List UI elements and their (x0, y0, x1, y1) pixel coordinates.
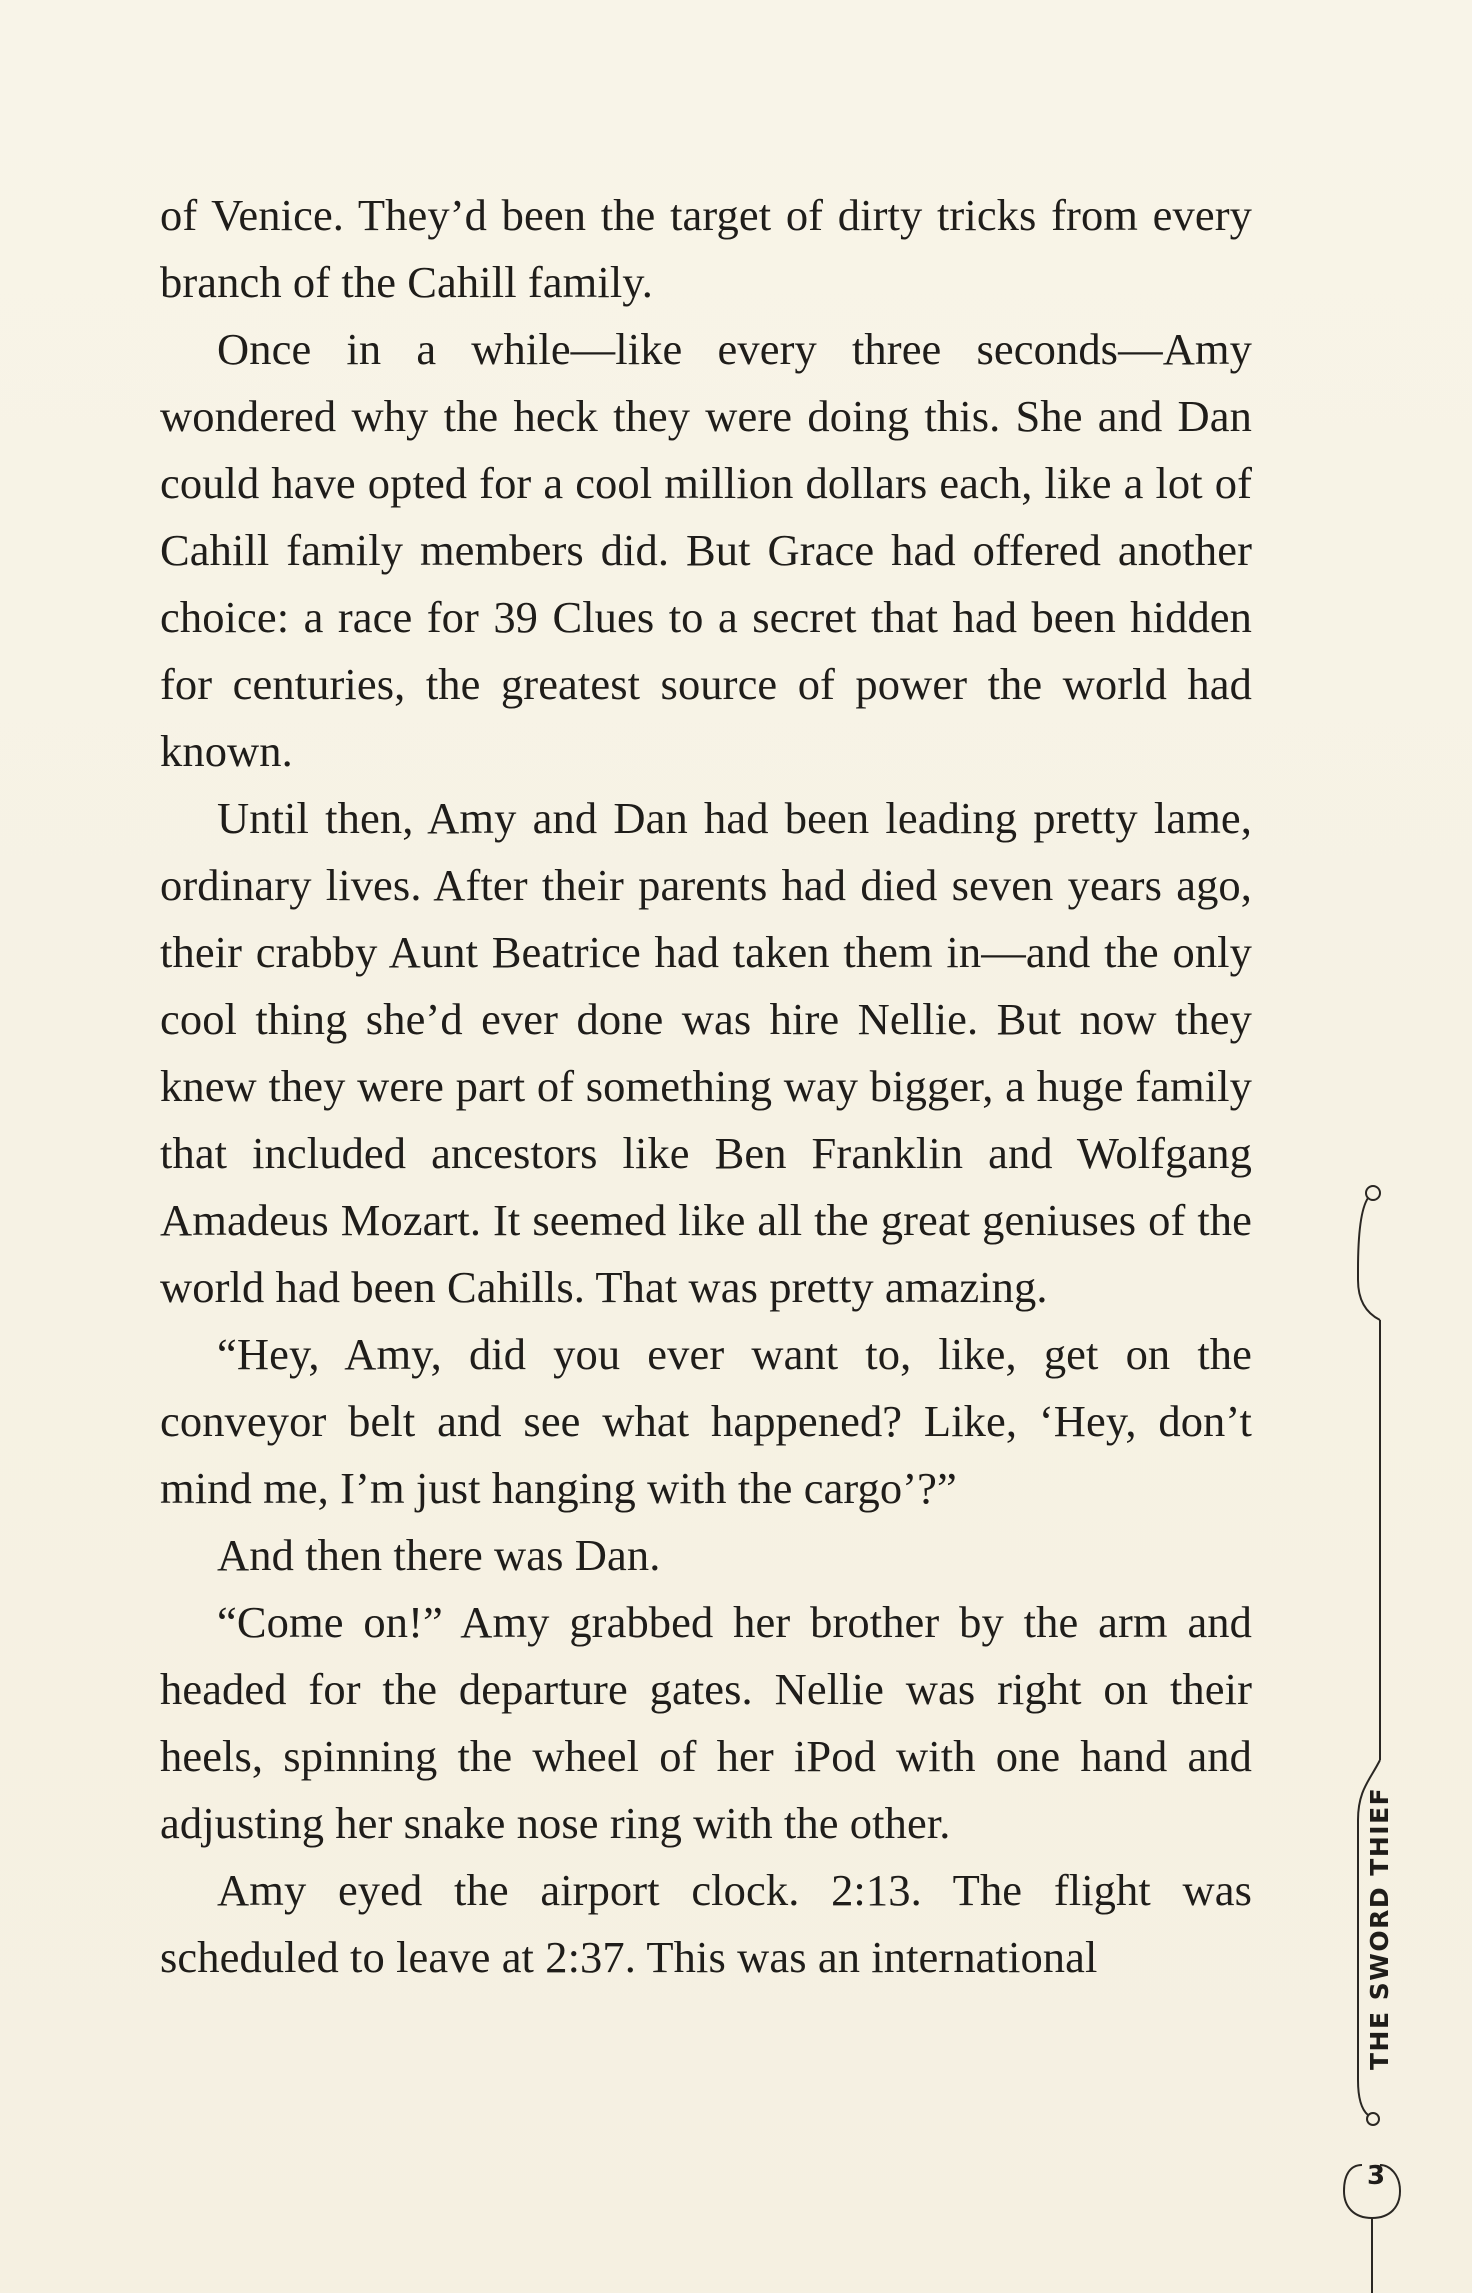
paragraph: Amy eyed the airport clock. 2:13. The flight was scheduled to leave at 2:37. This was an international (160, 1865, 1252, 1982)
paragraph: Until then, Amy and Dan had been leading pretty lame, ordinary lives. After their parents had died seven years ago, their crabby Aunt Beatrice had taken them in—and the only cool thing she’d ever done was hire Nellie. But now they knew they were part of something way bigger, a huge family that included ancestors like Ben Franklin and Wolfgang Amadeus Mozart. It seemed like all the great geniuses of the world had been Cahills. That was pretty amazing. (160, 793, 1252, 1312)
paragraph: “Come on!” Amy grabbed her brother by the arm and headed for the departure gates. Nellie was right on their heels, spinning the wheel of her iPod with one hand and adjusting her snake nose ring with the other. (160, 1597, 1252, 1848)
paragraph: And then there was Dan. (217, 1530, 661, 1580)
margin-decoration (1340, 1180, 1430, 2293)
paragraph: Once in a while—like every three seconds—Amy wondered why the heck they were doing this. She and Dan could have opted for a cool million dollars each, like a lot of Cahill family members did. But Grace had offered another choice: a race for 39 Clues to a secret that had been hidden for centuries, the greatest source of power the world had known. (160, 324, 1252, 776)
body-text (160, 182, 1252, 1991)
running-title: THE SWORD THIEF (1365, 1786, 1394, 2070)
paragraph: of Venice. They’d been the target of dirty tricks from every branch of the Cahill family. (160, 190, 1252, 307)
page-number: 3 (1366, 2161, 1386, 2191)
paragraph: “Hey, Amy, did you ever want to, like, get on the conveyor belt and see what happened? Like, ‘Hey, don’t mind me, I’m just hanging with the cargo’?” (160, 1329, 1252, 1513)
